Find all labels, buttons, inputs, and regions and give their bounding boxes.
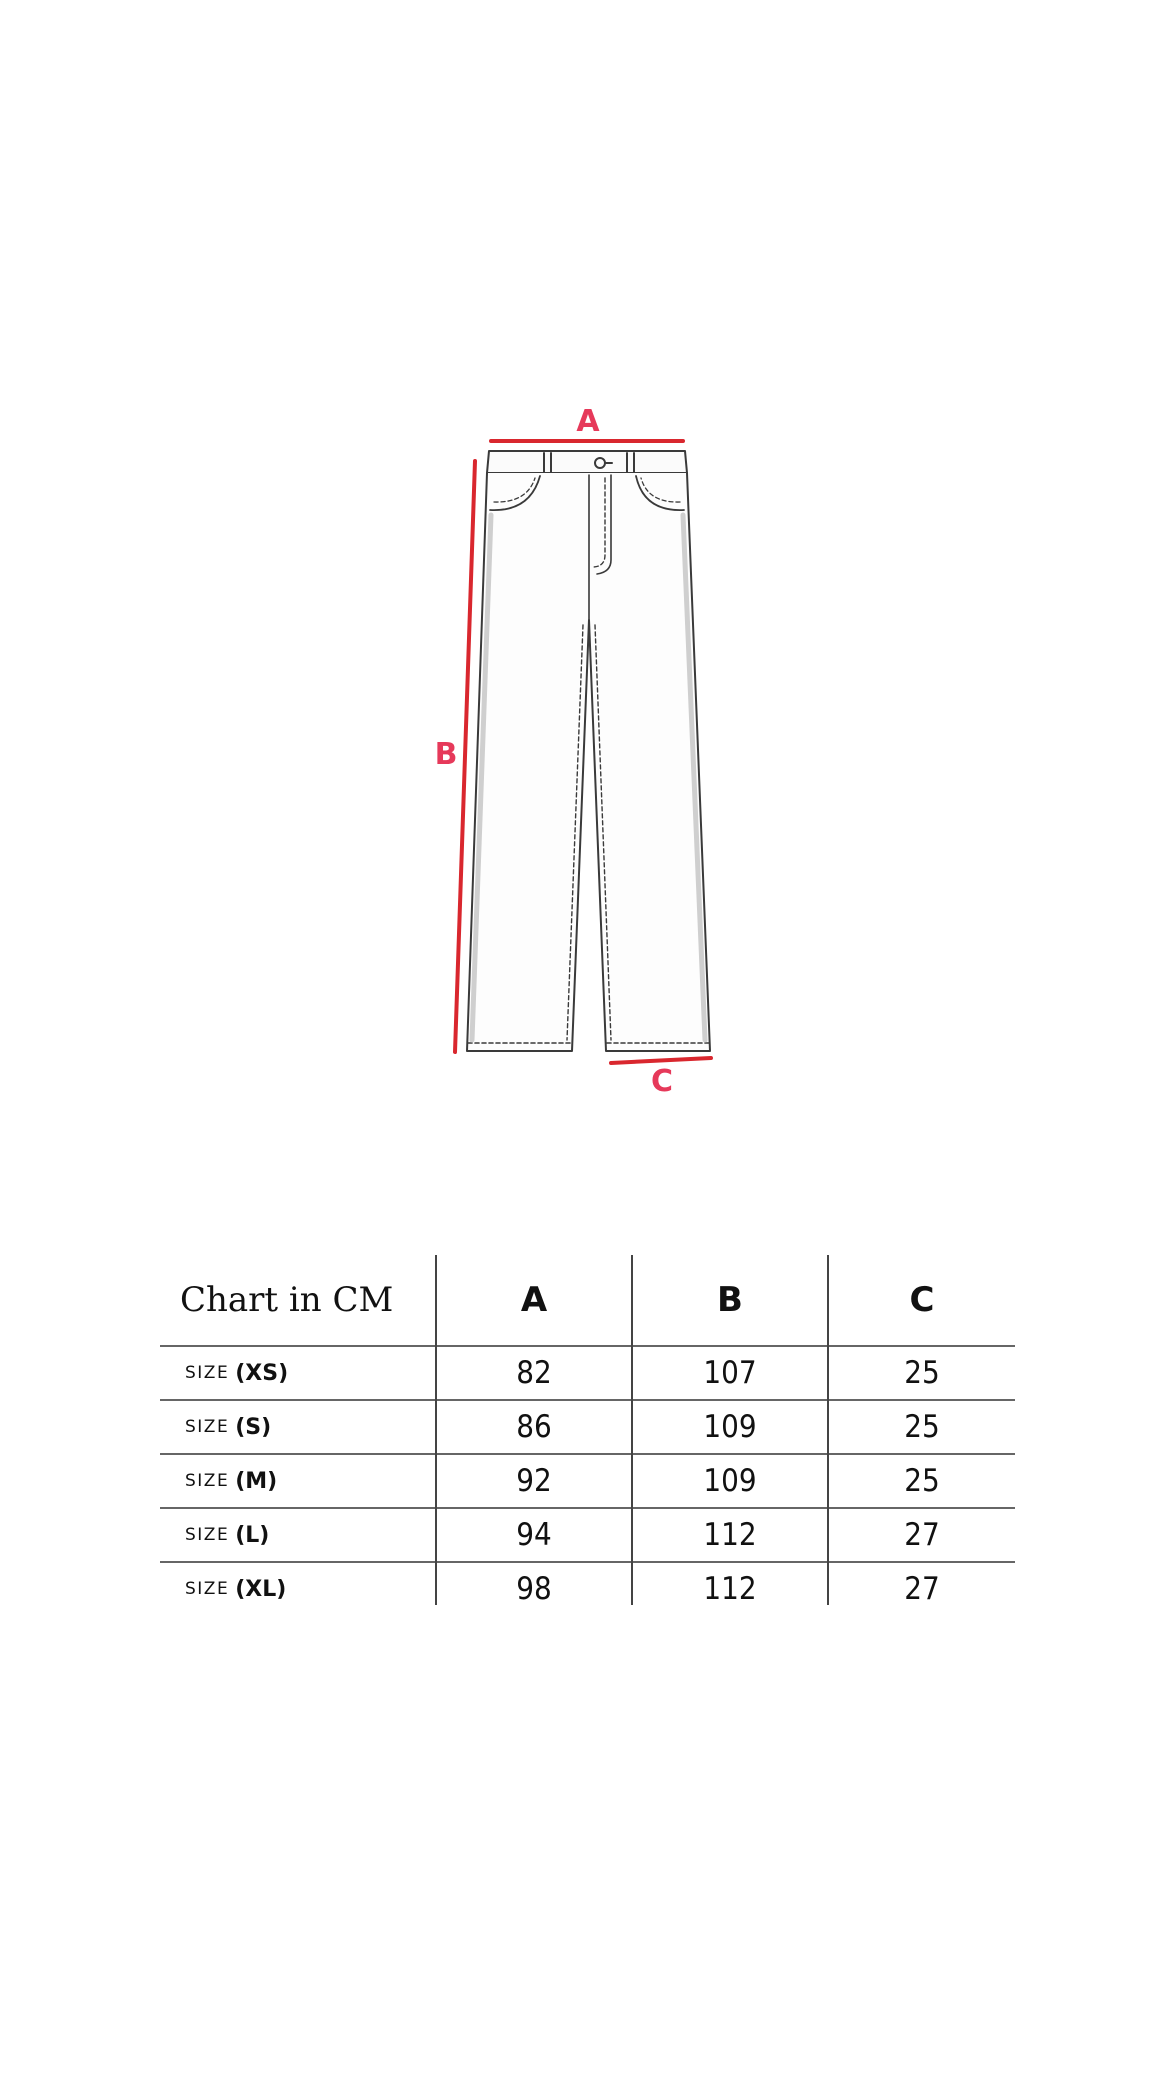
row-label-s [160,1401,435,1453]
table-cell: 98 [516,1571,552,1607]
column-header-c: C [909,1280,935,1320]
row-label-l [160,1509,435,1561]
table-divider [160,1561,1015,1563]
size-prefix: SIZE [185,1579,230,1599]
size-prefix: SIZE [185,1525,230,1545]
table-cell: 109 [703,1409,757,1445]
label-c: C [650,1064,674,1099]
size-prefix: SIZE [185,1471,230,1491]
table-divider [160,1345,1015,1347]
table-cell: 82 [516,1355,552,1391]
size-code: (S) [235,1414,272,1440]
table-cell: 25 [904,1463,940,1499]
column-header-a: A [520,1280,548,1320]
table-cell: 92 [516,1463,552,1499]
table-cell: 94 [516,1517,552,1553]
size-code: (L) [235,1522,270,1548]
row-label-xl [160,1563,435,1615]
table-cell: 27 [904,1571,940,1607]
size-code: (XL) [235,1576,287,1602]
table-cell: 109 [703,1463,757,1499]
table-cell: 107 [703,1355,757,1391]
size-prefix: SIZE [185,1417,230,1437]
label-b: B [434,737,458,772]
table-divider [160,1507,1015,1509]
table-divider [631,1255,633,1605]
column-header-b: B [717,1280,743,1320]
hem-measure-line [611,1058,711,1063]
table-cell: 25 [904,1355,940,1391]
table-divider [435,1255,437,1605]
size-code: (M) [235,1468,278,1494]
table-divider [160,1399,1015,1401]
label-a: A [576,404,600,439]
table-divider [160,1453,1015,1455]
table-divider [827,1255,829,1605]
table-caption: Chart in CM [180,1280,394,1320]
row-label-xs [160,1347,435,1399]
table-cell: 86 [516,1409,552,1445]
size-prefix: SIZE [185,1363,230,1383]
size-code: (XS) [235,1360,289,1386]
size-chart-table [160,1255,1015,1605]
table-cell: 112 [703,1517,757,1553]
table-cell: 25 [904,1409,940,1445]
pants-outline [467,451,710,1051]
table-cell: 27 [904,1517,940,1553]
table-cell: 112 [703,1571,757,1607]
row-label-m [160,1455,435,1507]
